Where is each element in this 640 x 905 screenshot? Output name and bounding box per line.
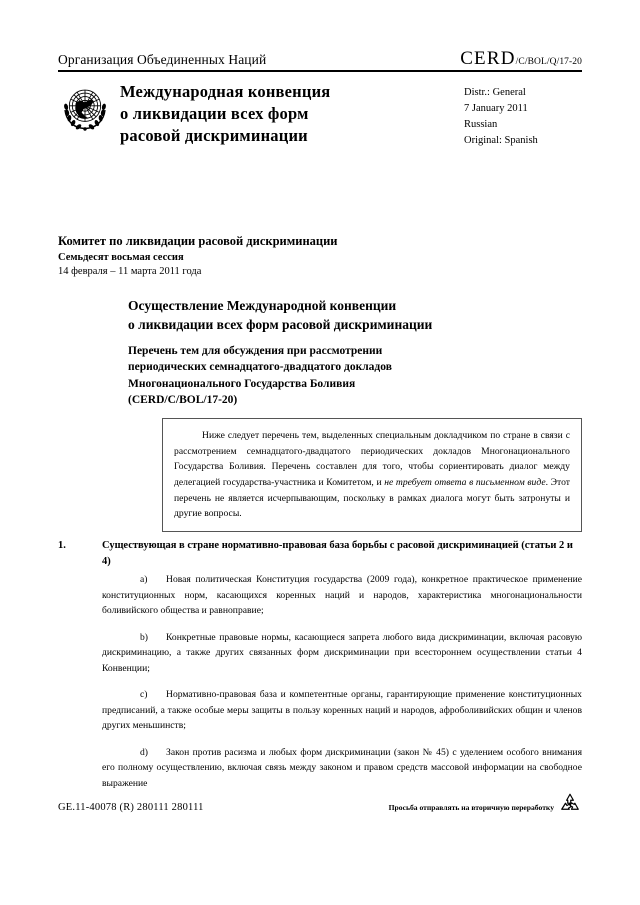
- section-1-items: [102, 572, 582, 802]
- footer-job-code: GE.11-40078 (R) 280111 280111: [58, 801, 204, 813]
- document-title-line-2: о ликвидации всех форм расовой дискриминации: [128, 317, 433, 333]
- convention-title-line-1: Международная конвенция: [120, 82, 331, 101]
- document-symbol: [460, 48, 582, 70]
- document-subtitle: [128, 343, 582, 408]
- convention-title-line-2: о ликвидации всех форм: [120, 103, 309, 123]
- convention-title: [120, 78, 464, 146]
- committee-name: Комитет по ликвидации расовой дискриминации: [58, 234, 338, 248]
- document-subtitle-line-4: (CERD/C/BOL/17-20): [128, 393, 238, 406]
- distribution-original: Original: Spanish: [464, 134, 538, 146]
- list-item: [102, 630, 582, 677]
- recycle-icon: [558, 792, 582, 816]
- note-paragraph: [174, 428, 570, 522]
- list-item-label: d): [140, 746, 149, 758]
- list-item-text: Конкретные правовые нормы, касающиеся запрета любого вида дискриминации, включая расовую дискриминацию, а также других связанных форм дискриминации при всестороннем осуществлении статьи 4 Конвенции;: [102, 631, 582, 674]
- document-symbol-suffix: /C/BOL/Q/17-20: [515, 57, 582, 67]
- document-subtitle-line-1: Перечень тем для обсуждения при рассмотрении: [128, 345, 383, 357]
- section-1: [58, 538, 582, 569]
- masthead-top-row: [58, 48, 582, 70]
- recycle-notice-text: Просьба отправлять на вторичную переработку: [388, 802, 554, 812]
- list-item-label: a): [140, 574, 148, 585]
- section-1-heading: Существующая в стране нормативно-правовая база борьбы с расовой дискриминацией (статьи 2 и 4): [102, 540, 573, 567]
- note-text-part-1: Ниже следует перечень тем, выделенных специальным докладчиком по стране в связи с рассмотрением семнадцатого-двадцатого периодических докладов Многонационального Государства Боливия. Перечень составлен для того, чтобы сориентировать диалог между делегацией государства-участника и Комитетом, и: [174, 430, 570, 488]
- distribution-date: 7 January 2011: [464, 102, 528, 114]
- list-item-label: b): [140, 631, 149, 643]
- note-text-part-2: . Этот перечень не является исчерпывающим, поскольку в рамках диалога могут быть затронуты и другие вопросы.: [174, 476, 570, 520]
- document-title-line-1: Осуществление Международной конвенции: [128, 298, 397, 313]
- page-content: [58, 0, 582, 905]
- distribution-block: [464, 78, 582, 149]
- list-item-text: Закон против расизма и любых форм дискриминации (закон № 45) с уделением особого внимания его полному осуществлению, включая связь между законом и правом средств массовой информации на свободное выражение: [102, 746, 582, 789]
- emblem-cell: [58, 78, 120, 136]
- list-item: [102, 572, 582, 619]
- recycle-notice: [389, 798, 582, 816]
- masthead-main-row: [58, 78, 582, 149]
- document-title: [128, 296, 582, 334]
- distribution-type: Distr.: General: [464, 87, 526, 98]
- note-box: [162, 418, 582, 532]
- section-1-number: 1.: [58, 540, 66, 551]
- document-subtitle-line-3: Многонационального Государства Боливия: [128, 377, 356, 390]
- committee-block: [58, 234, 582, 280]
- list-item-text: Новая политическая Конституция государства (2009 года), конкретное практическое применение конституционных норм, касающихся коренных наций и народов, характеристика многонациональности боливийского общества и равноправие;: [102, 574, 582, 617]
- list-item-label: c): [140, 689, 148, 701]
- convention-title-line-3: расовой дискриминации: [120, 125, 308, 145]
- note-text-italic: не требует ответа в письменном виде: [384, 476, 546, 488]
- header-divider: [58, 70, 582, 72]
- list-item-text: Нормативно-правовая база и компетентные органы, гарантирующие применение конституционных предписаний, а также особые меры защиты в пользу коренных наций и народов, афроболивийских общин и членов других меньшинств;: [102, 689, 582, 732]
- committee-session-dates: 14 февраля – 11 марта 2011 года: [58, 266, 202, 278]
- document-symbol-main: CERD: [460, 48, 516, 69]
- un-emblem-icon: [58, 82, 112, 136]
- list-item: [102, 745, 582, 792]
- organization-name: Организация Объединенных Наций: [58, 52, 267, 67]
- list-item: [102, 687, 582, 734]
- page-footer: [58, 798, 582, 816]
- committee-session: Семьдесят восьмая сессия: [58, 251, 184, 263]
- document-subtitle-line-2: периодических семнадцатого-двадцатого докладов: [128, 361, 392, 374]
- distribution-language: Russian: [464, 118, 498, 130]
